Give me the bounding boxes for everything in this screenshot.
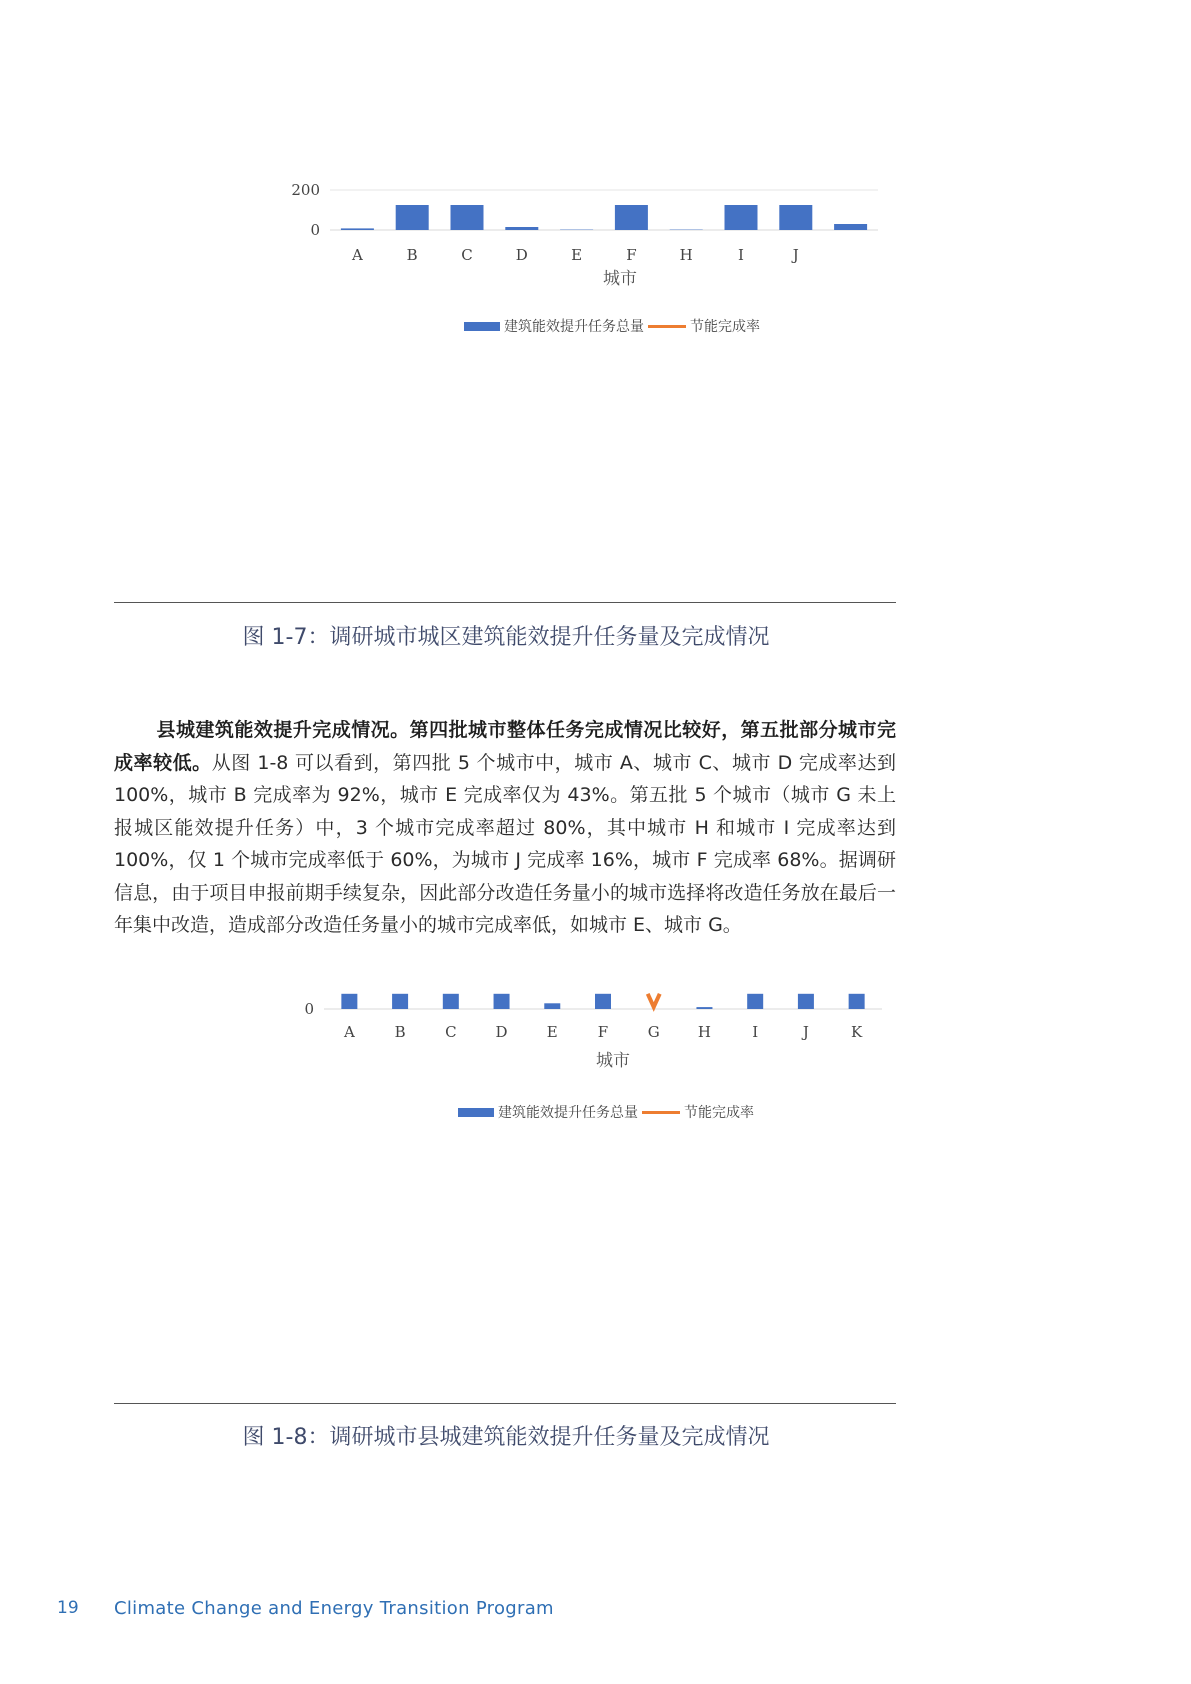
bar [341, 994, 357, 1009]
x-tick-label: G [647, 1023, 660, 1041]
legend-line-label: 节能完成率 [684, 1105, 754, 1121]
bar [443, 994, 459, 1009]
bar [494, 994, 510, 1009]
bar [798, 994, 814, 1009]
x-tick-label: F [626, 246, 637, 264]
x-tick-label: C [461, 246, 473, 264]
bar [696, 1007, 712, 1009]
x-axis-title: 城市 [603, 269, 637, 289]
x-tick-label: H [679, 246, 693, 264]
legend-line-swatch [642, 1111, 680, 1114]
completion-rate-line [648, 994, 660, 1007]
bar [451, 205, 484, 230]
program-name: Climate Change and Energy Transition Program [114, 1598, 554, 1619]
bar [544, 1003, 560, 1009]
x-tick-label: D [495, 1023, 508, 1041]
bar [615, 205, 648, 230]
paragraph-lead: 县城建筑能效提升完成情况。第四批城市整体任务完成情况比较好，第五批部分城市完成率较低。 [114, 719, 896, 774]
x-tick-label: I [738, 246, 744, 264]
x-tick-label: B [394, 1023, 406, 1041]
legend-bar-swatch [464, 322, 500, 331]
chart-2-legend [458, 1102, 754, 1122]
bar [725, 205, 758, 230]
x-tick-label: J [802, 1023, 809, 1041]
chart-urban-building-efficiency [0, 170, 1191, 340]
chart-2-svg [0, 980, 1191, 1080]
bar [392, 994, 408, 1009]
x-tick-label: D [515, 246, 528, 264]
x-axis-title: 城市 [596, 1051, 630, 1071]
x-tick-label: B [406, 246, 418, 264]
bar [779, 205, 812, 230]
figure-7-caption: 图 1-7：调研城市城区建筑能效提升任务量及完成情况 [242, 625, 770, 650]
figure-7-divider [114, 602, 896, 603]
chart-county-building-efficiency [0, 980, 1191, 1080]
paragraph-body: 从图 1-8 可以看到，第四批 5 个城市中，城市 A、城市 C、城市 D 完成率达到 100%，城市 B 完成率为 92%，城市 E 完成率仅为 43%。第五批 5 个城市（城市 G 未上报城区能效提升任务）中，3 个城市完成率超过 80%，其中城市 H 和城市 I 完成率达到 100%，仅 1 个城市完成率低于 60%，为城市 J 完成率 16%，城市 F 完成率 68%。据调研信息，由于项目申报前期手续复杂，因此部分改造任务量小的城市选择将改造任务放在最后一年集中改造，造成部分改造任务量小的城市完成率低，如城市 E、城市 G。 [114, 751, 896, 936]
body-paragraph [114, 714, 896, 942]
legend-line-swatch [648, 325, 686, 328]
page-footer [0, 1598, 1191, 1622]
legend-bar-label: 建筑能效提升任务总量 [504, 319, 644, 335]
chart-1-svg [0, 170, 1191, 340]
x-tick-label: H [697, 1023, 712, 1041]
bar [747, 994, 763, 1009]
bar [595, 994, 611, 1009]
bar [834, 224, 867, 230]
x-tick-label: E [571, 246, 583, 264]
bar [849, 994, 865, 1009]
x-tick-label: J [792, 246, 799, 264]
y-tick-label: 0 [304, 1000, 314, 1018]
figure-8-divider [114, 1403, 896, 1404]
x-tick-label: K [851, 1023, 863, 1041]
figure-8-caption: 图 1-8：调研城市县城建筑能效提升任务量及完成情况 [242, 1425, 770, 1450]
y-tick-label: 200 [291, 181, 320, 199]
chart-1-legend [464, 316, 760, 336]
bar [341, 228, 374, 230]
page-number: 19 [57, 1598, 79, 1618]
bar [396, 205, 429, 230]
y-tick-label: 0 [310, 221, 320, 239]
x-tick-label: C [445, 1023, 457, 1041]
x-tick-label: E [546, 1023, 558, 1041]
x-tick-label: A [351, 246, 363, 264]
x-tick-label: A [343, 1023, 355, 1041]
legend-bar-label: 建筑能效提升任务总量 [498, 1105, 638, 1121]
bar [505, 227, 538, 230]
x-tick-label: I [752, 1023, 759, 1041]
legend-line-label: 节能完成率 [690, 319, 760, 335]
x-tick-label: F [597, 1023, 609, 1041]
legend-bar-swatch [458, 1108, 494, 1117]
